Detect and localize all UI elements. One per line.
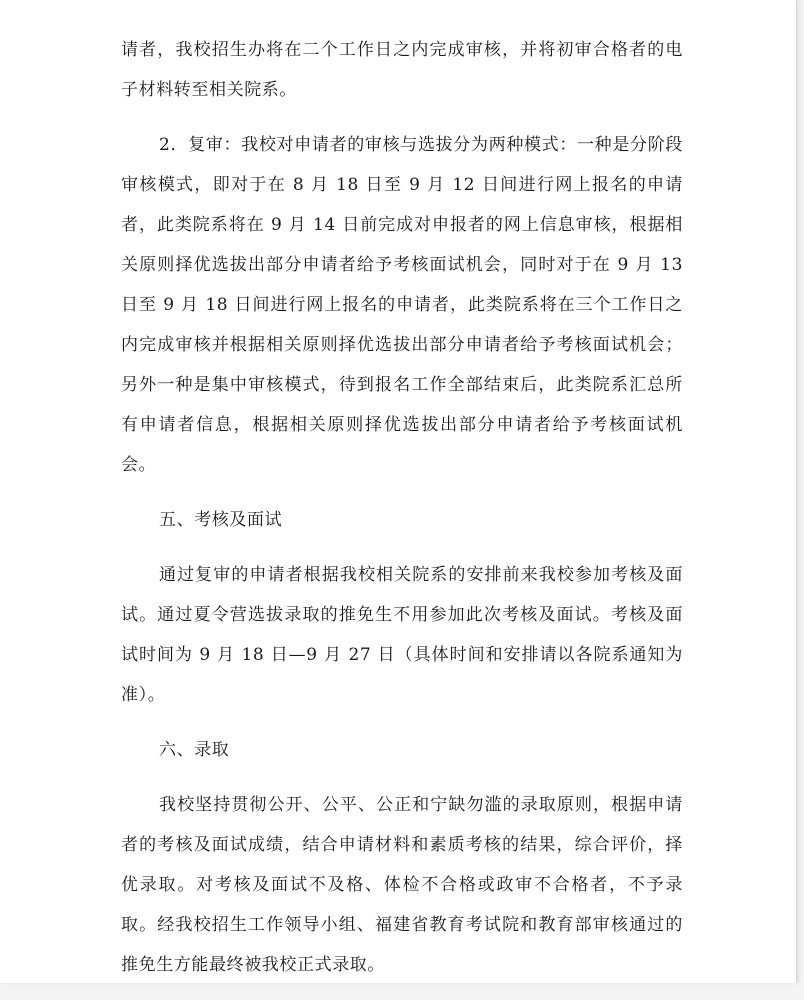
paragraph-assessment-interview: 通过复审的申请者根据我校相关院系的安排前来我校参加考核及面试。通过夏令营选拔录取的推免生不用参加此次考核及面试。考核及面试时间为 9 月 18 日—9 月 27 日（具体时间和安排请以各院系通知为准）。: [121, 565, 683, 705]
section-heading-assessment-interview: 五、考核及面试: [159, 510, 283, 530]
paragraph-admission: 我校坚持贯彻公开、公平、公正和宁缺勿滥的录取原则，根据申请者的考核及面试成绩，结合申请材料和素质考核的结果，综合评价，择优录取。对考核及面试不及格、体检不合格或政审不合格者，不予录取。经我校招生工作领导小组、福建省教育考试院和教育部审核通过的推免生方能最终被我校正式录取。: [121, 795, 683, 975]
section-heading-admission: 六、录取: [159, 740, 230, 760]
document-body: [121, 30, 683, 1000]
paragraph-second-review: 2．复审：我校对申请者的审核与选拔分为两种模式：一种是分阶段审核模式，即对于在 8 月 18 日至 9 月 12 日间进行网上报名的申请者，此类院系将在 9 月 14 日前完成对申报者的网上信息审核，根据相关原则择优选拔出部分申请者给予考核面试机会，同时对于在 9 月 13 日至 9 月 18 日间进行网上报名的申请者，此类院系将在三个工作日之内完成审核并根据相关原则择优选拔出部分申请者给予考核面试机会；另外一种是集中审核模式，待到报名工作全部结束后，此类院系汇总所有申请者信息，根据相关原则择优选拔出部分申请者给予考核面试机会。: [121, 135, 683, 475]
paragraph-preliminary-review-continued: 请者，我校招生办将在二个工作日之内完成审核，并将初审合格者的电子材料转至相关院系。: [121, 40, 683, 100]
